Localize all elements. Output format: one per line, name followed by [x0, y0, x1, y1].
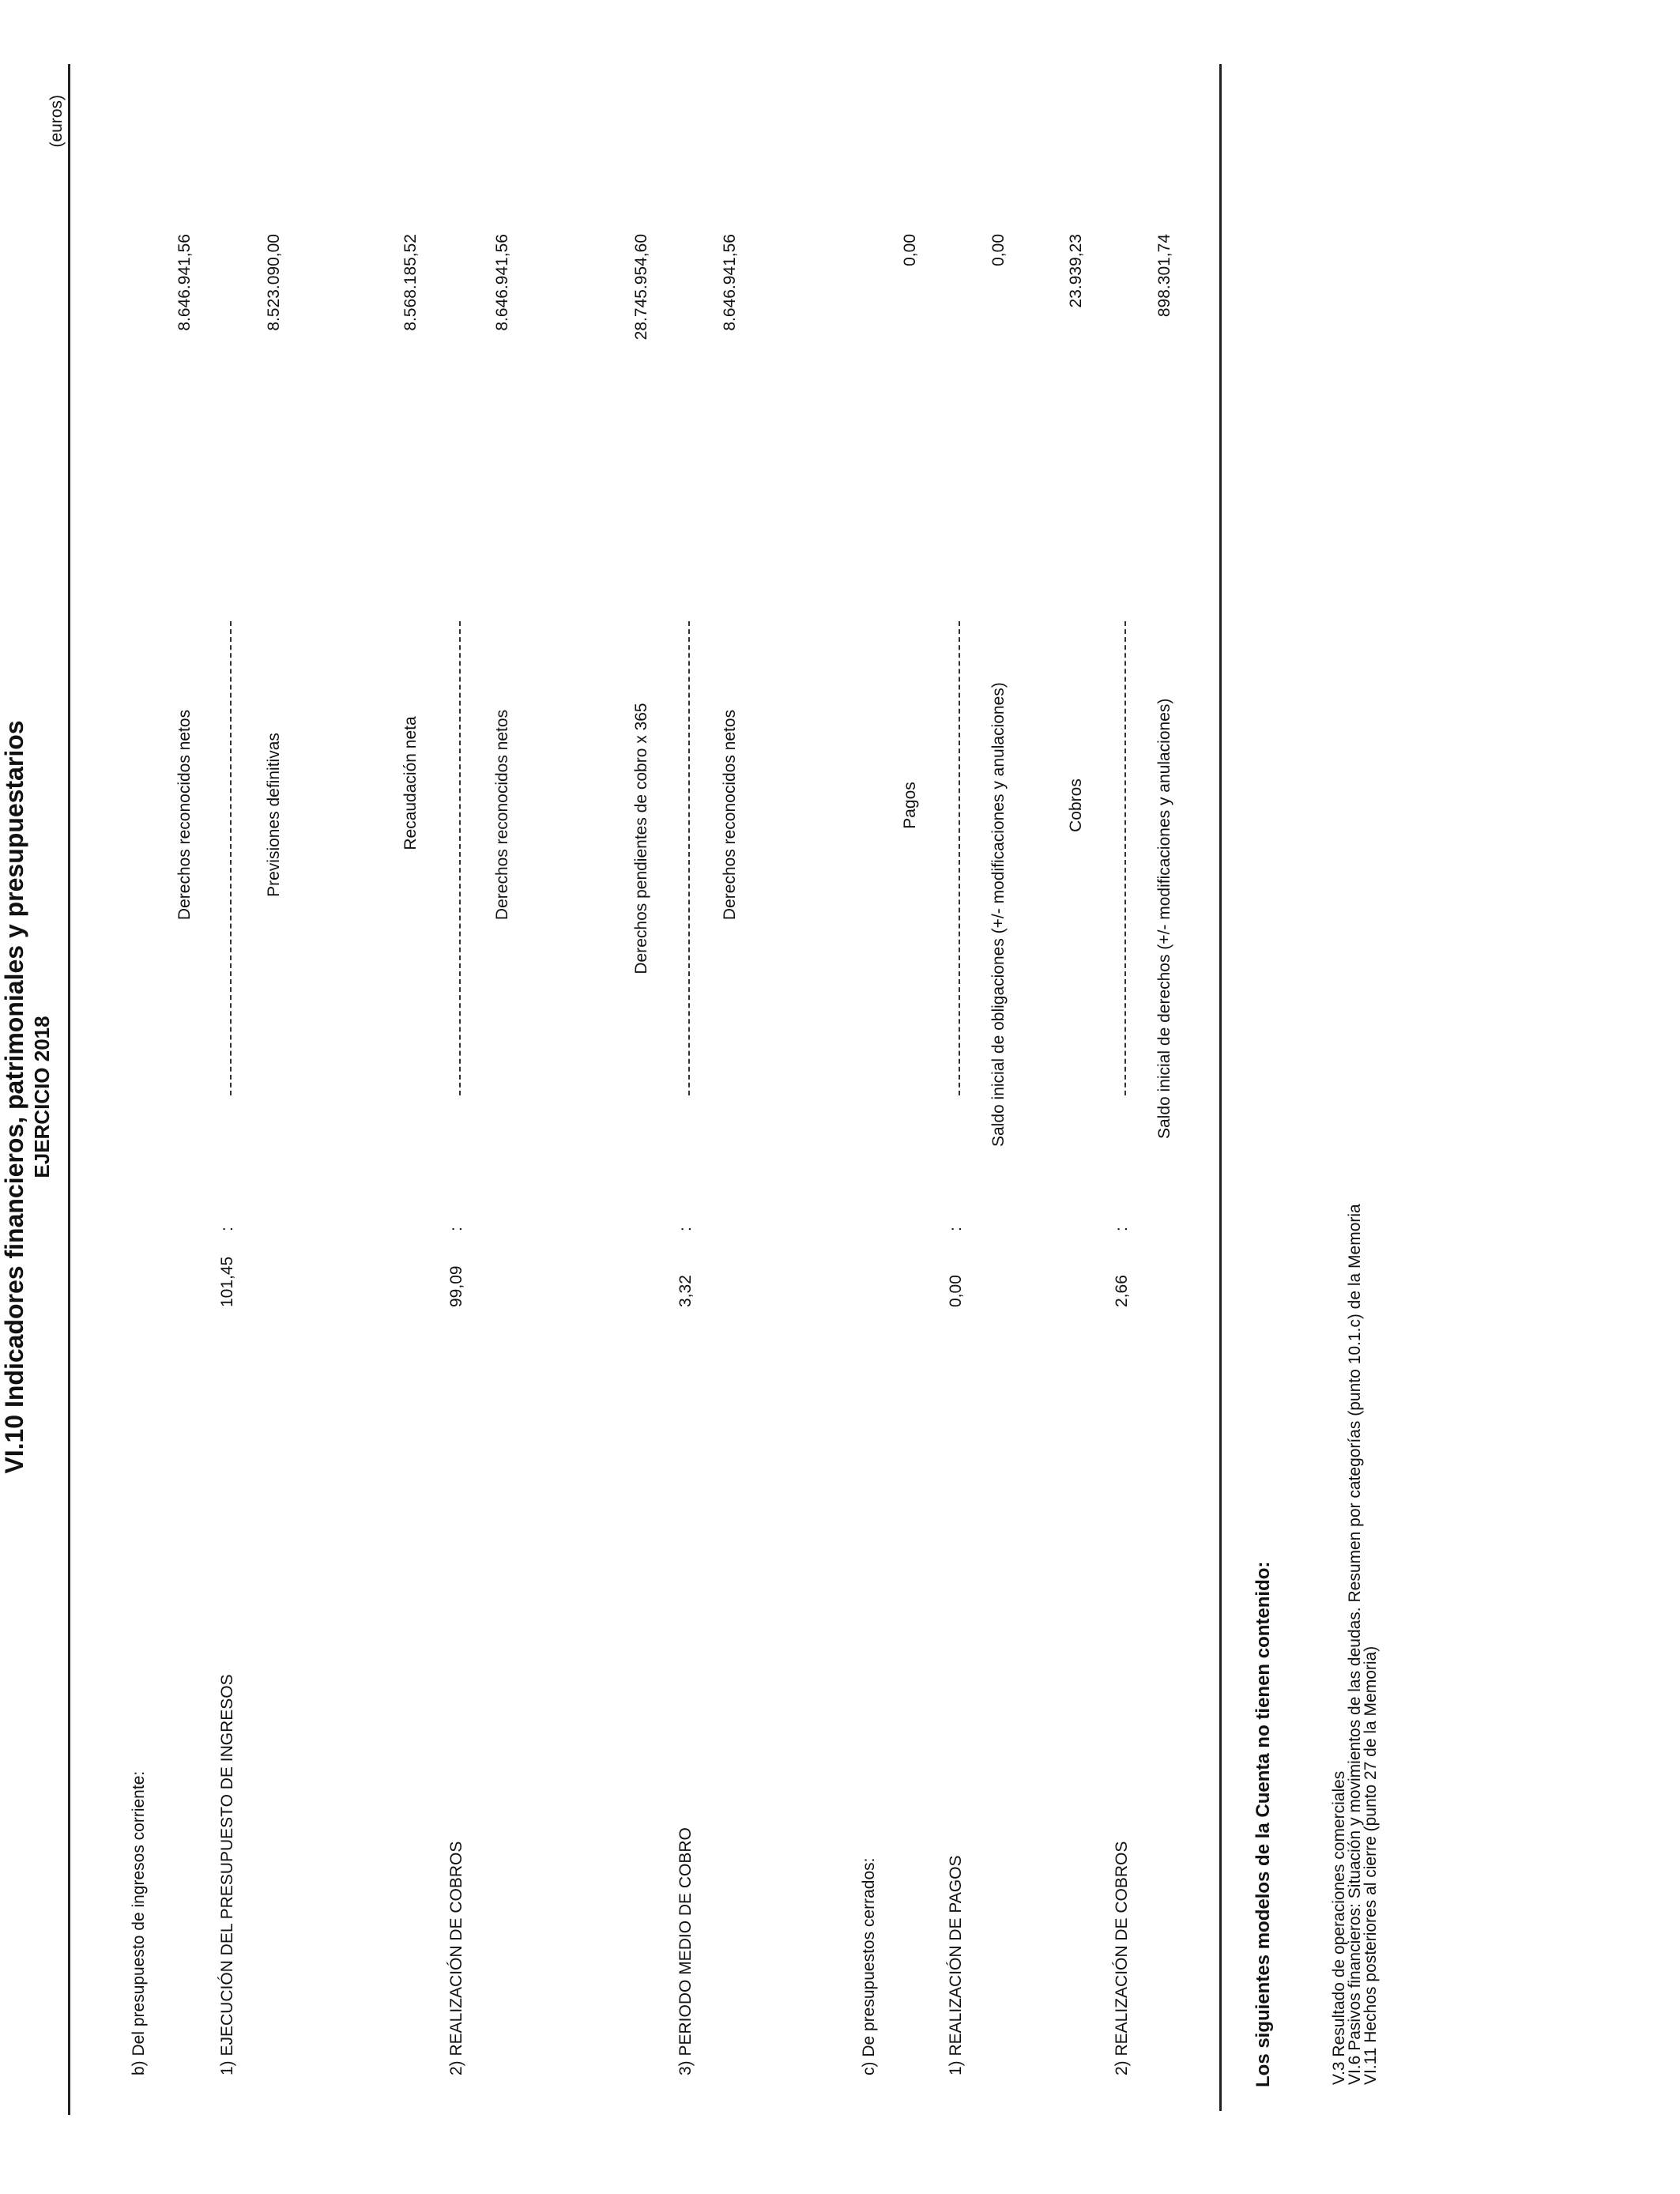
page-title: VI.10 Indicadores financieros, patrimoniales y presupuestarios — [0, 720, 28, 1474]
b2-fraction-line — [459, 621, 461, 1095]
c2-colon: : — [1113, 1227, 1131, 1231]
top-rule — [68, 64, 70, 2115]
c1-label: 1) REALIZACIÓN DE PAGOS — [947, 1855, 965, 2075]
b1-colon: : — [218, 1227, 236, 1231]
b3-numerator: Derechos pendientes de cobro x 365 — [632, 703, 650, 974]
b3-colon: : — [676, 1227, 695, 1231]
b2-numerator: Recaudación neta — [401, 716, 420, 850]
page-subtitle: EJERCICIO 2018 — [30, 1016, 54, 1178]
b1-value: 101,45 — [218, 1256, 236, 1307]
section-b-heading: b) Del presupuesto de ingresos corriente: — [130, 1770, 148, 2075]
c1-numerator-value: 0,00 — [901, 234, 919, 266]
c2-denominator: Saldo inicial de derechos (+/- modificaciones y anulaciones) — [1155, 698, 1173, 1139]
b2-value: 99,09 — [447, 1265, 465, 1307]
b3-numerator-value: 28.745.954,60 — [632, 234, 650, 341]
b2-denominator: Derechos reconocidos netos — [493, 709, 511, 921]
footer-line-1: V.3 Resultado de operaciones comerciales — [1330, 1770, 1348, 2085]
b1-fraction-line — [230, 621, 232, 1095]
b2-denominator-value: 8.646.941,56 — [493, 234, 511, 331]
b1-denominator-value: 8.523.090,00 — [265, 234, 283, 331]
b1-numerator-value: 8.646.941,56 — [175, 234, 194, 331]
c1-fraction-line — [959, 621, 960, 1095]
c1-denominator-value: 0,00 — [989, 234, 1008, 266]
footer-heading: Los siguientes modelos de la Cuenta no tienen contenido: — [1252, 1561, 1274, 2087]
c2-value: 2,66 — [1113, 1275, 1131, 1307]
b3-fraction-line — [688, 621, 690, 1095]
bottom-rule — [1219, 64, 1222, 2111]
b3-denominator-value: 8.646.941,56 — [721, 234, 739, 331]
b1-label: 1) EJECUCIÓN DEL PRESUPUESTO DE INGRESOS — [218, 1674, 236, 2075]
c2-label: 2) REALIZACIÓN DE COBROS — [1113, 1841, 1131, 2075]
b2-numerator-value: 8.568.185,52 — [401, 234, 420, 331]
b1-denominator: Previsiones definitivas — [265, 733, 283, 897]
c1-numerator: Pagos — [901, 782, 919, 829]
footer-line-3: VI.11 Hechos posteriores al cierre (punto 27 de la Memoria) — [1362, 1646, 1380, 2085]
c2-fraction-line — [1124, 621, 1126, 1095]
b1-numerator: Derechos reconocidos netos — [175, 709, 194, 921]
c2-numerator-value: 23.939,23 — [1067, 234, 1085, 308]
b2-colon: : — [447, 1227, 465, 1231]
c2-numerator: Cobros — [1067, 778, 1085, 832]
footer-line-2: VI.6 Pasivos financieros: Situación y movimientos de las deudas. Resumen por categorías (punto 10.1.c) de la Memoria — [1346, 1204, 1364, 2085]
c1-colon: : — [947, 1227, 965, 1231]
units-label: (euros) — [47, 95, 66, 148]
c1-denominator: Saldo inicial de obligaciones (+/- modificaciones y anulaciones) — [989, 682, 1008, 1147]
section-c-heading: c) De presupuestos cerrados: — [860, 1857, 878, 2075]
b2-label: 2) REALIZACIÓN DE COBROS — [447, 1841, 465, 2075]
c2-denominator-value: 898.301,74 — [1155, 234, 1173, 318]
b3-label: 3) PERIODO MEDIO DE COBRO — [676, 1827, 695, 2075]
c1-value: 0,00 — [947, 1275, 965, 1307]
b3-denominator: Derechos reconocidos netos — [721, 709, 739, 921]
b3-value: 3,32 — [676, 1275, 695, 1307]
